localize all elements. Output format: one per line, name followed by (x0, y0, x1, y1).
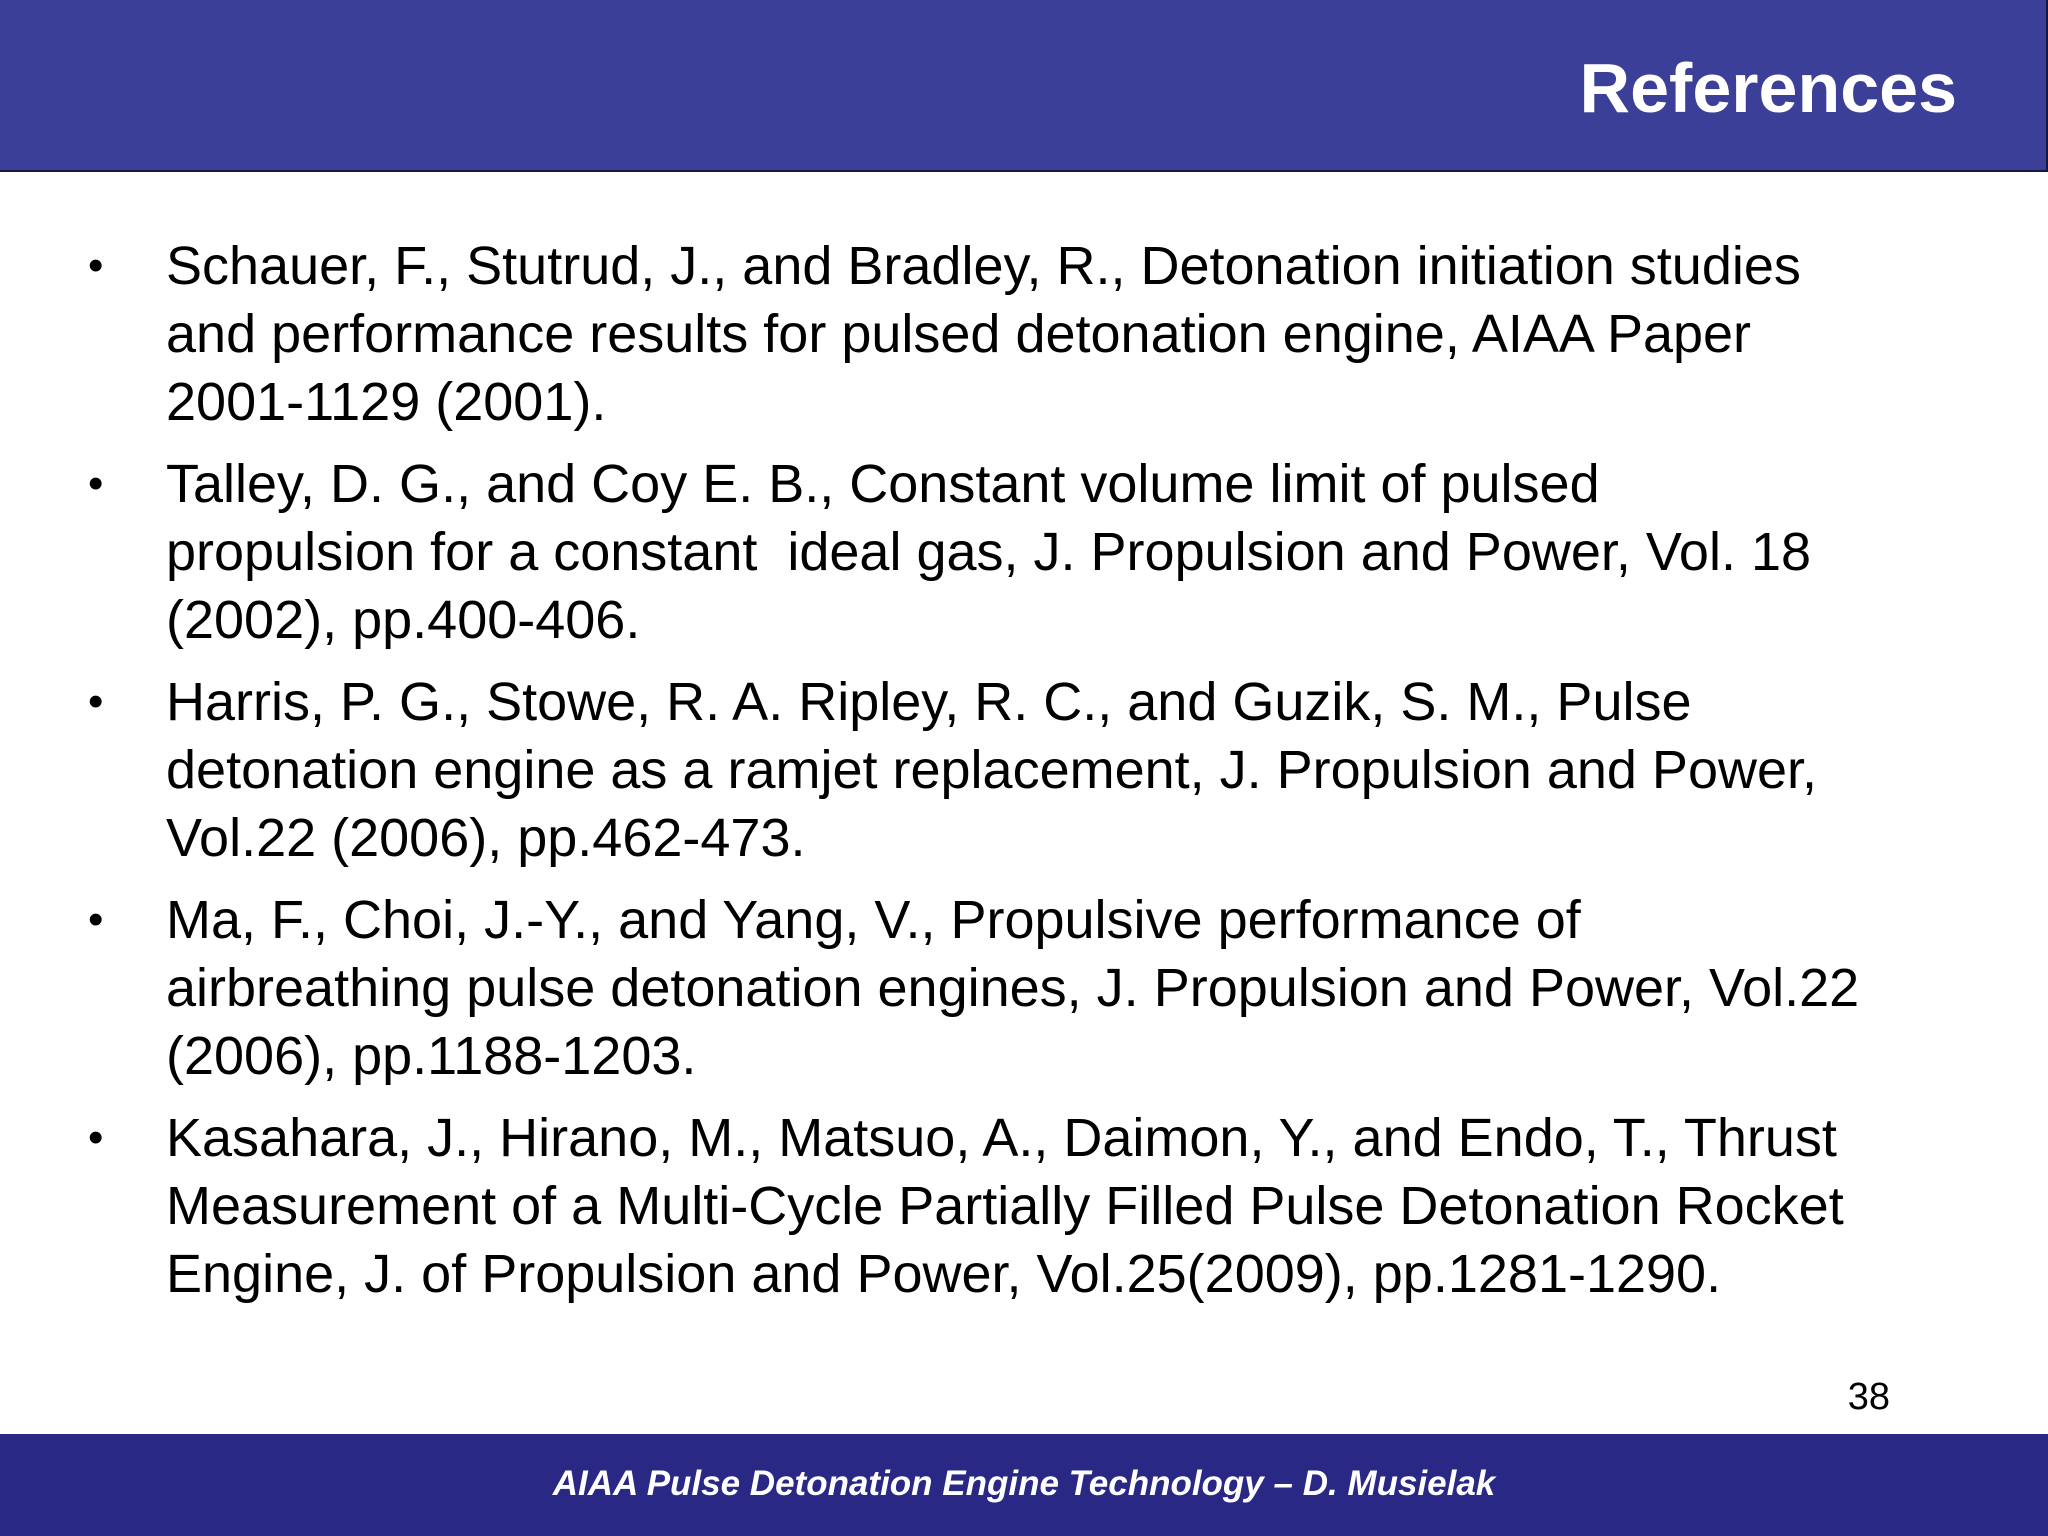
page-number: 38 (1847, 1376, 1890, 1418)
slide-title: References (1579, 49, 1957, 127)
footer-text: AIAA Pulse Detonation Engine Technology – D. Musielak (552, 1464, 1496, 1503)
reference-item (88, 886, 1988, 1090)
bullet-icon: • (88, 241, 104, 290)
slide-footer (0, 1434, 2048, 1536)
reference-text: Ma, F., Choi, J.-Y., and Yang, V., Propulsive performance of airbreathing pulse detonation engines, J. Propulsion and Power, Vol.22 (2006), pp.1188-1203. (166, 890, 1860, 1086)
reference-item (88, 232, 1988, 436)
slide-header (0, 0, 2048, 172)
bullet-icon: • (88, 459, 104, 508)
reference-item (88, 1104, 1988, 1308)
reference-text: Schauer, F., Stutrud, J., and Bradley, R., Detonation initiation studies and performance results for pulsed detonation engine, AIAA Paper 2001-1129 (2001). (166, 236, 1801, 432)
bullet-icon: • (88, 895, 104, 944)
reference-item (88, 450, 1988, 654)
reference-text: Harris, P. G., Stowe, R. A. Ripley, R. C., and Guzik, S. M., Pulse detonation engine as a ramjet replacement, J. Propulsion and Power, Vol.22 (2006), pp.462-473. (166, 672, 1818, 868)
bullet-icon: • (88, 1113, 104, 1162)
reference-text: Kasahara, J., Hirano, M., Matsuo, A., Daimon, Y., and Endo, T., Thrust Measurement of a Multi-Cycle Partially Filled Pulse Detonation Rocket Engine, J. of Propulsion and Power, Vol.25(2009), pp.1281-1290. (166, 1108, 1844, 1304)
reference-text: Talley, D. G., and Coy E. B., Constant volume limit of pulsed propulsion for a constant ideal gas, J. Propulsion and Power, Vol. 18 (2002), pp.400-406. (166, 454, 1812, 650)
bullet-icon: • (88, 677, 104, 726)
references-list (88, 232, 1988, 1322)
reference-item (88, 668, 1988, 872)
